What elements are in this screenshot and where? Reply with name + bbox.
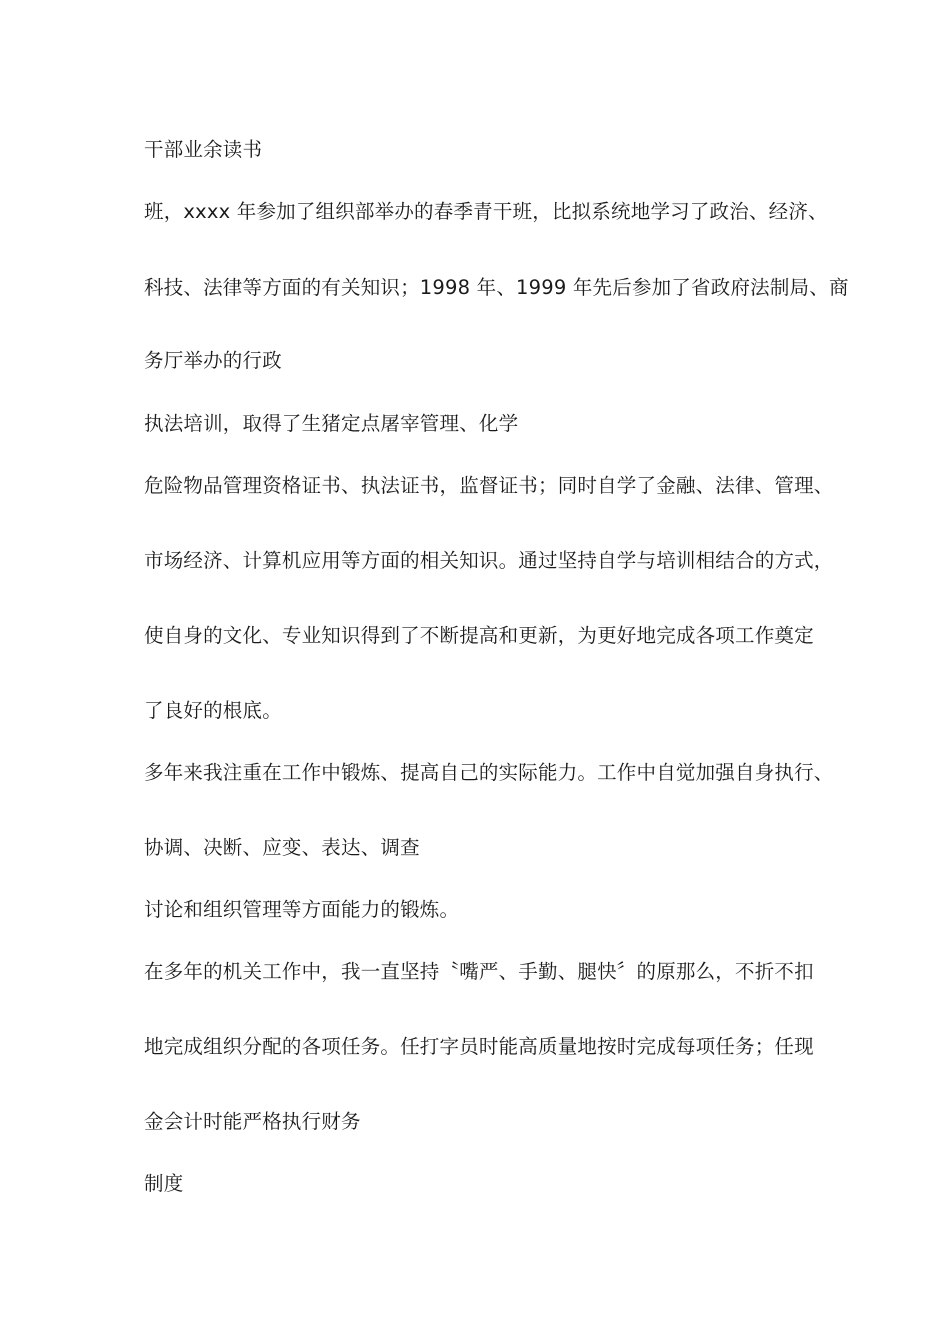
text-line: 多年来我注重在工作中锻炼、提高自己的实际能力。工作中自觉加强自身执行、 [144,761,834,784]
text-line: 制度 [144,1172,184,1195]
text-line: 金会计时能严格执行财务 [144,1110,361,1133]
text-line: 班，xxxx 年参加了组织部举办的春季青干班，比拟系统地学习了政治、经济、 [144,200,828,223]
text-line: 在多年的机关工作中，我一直坚持〝嘴严、手勤、腿快〞的原那么，不折不扣 [144,960,814,983]
text-line: 了良好的根底。 [144,699,282,722]
text-line: 科技、法律等方面的有关知识；1998 年、1999 年先后参加了省政府法制局、商 [144,276,849,299]
text-line: 市场经济、计算机应用等方面的相关知识。通过坚持自学与培训相结合的方式， [144,549,834,572]
text-line: 协调、决断、应变、表达、调查 [144,836,420,859]
text-line: 务厅举办的行政 [144,349,282,372]
text-line: 执法培训，取得了生猪定点屠宰管理、化学 [144,412,519,435]
text-line: 干部业余读书 [144,138,263,161]
text-line: 使自身的文化、专业知识得到了不断提高和更新，为更好地完成各项工作奠定 [144,624,814,647]
text-line: 地完成组织分配的各项任务。任打字员时能高质量地按时完成每项任务；任现 [144,1035,814,1058]
text-line: 危险物品管理资格证书、执法证书，监督证书；同时自学了金融、法律、管理、 [144,474,834,497]
text-line: 讨论和组织管理等方面能力的锻炼。 [144,898,460,921]
